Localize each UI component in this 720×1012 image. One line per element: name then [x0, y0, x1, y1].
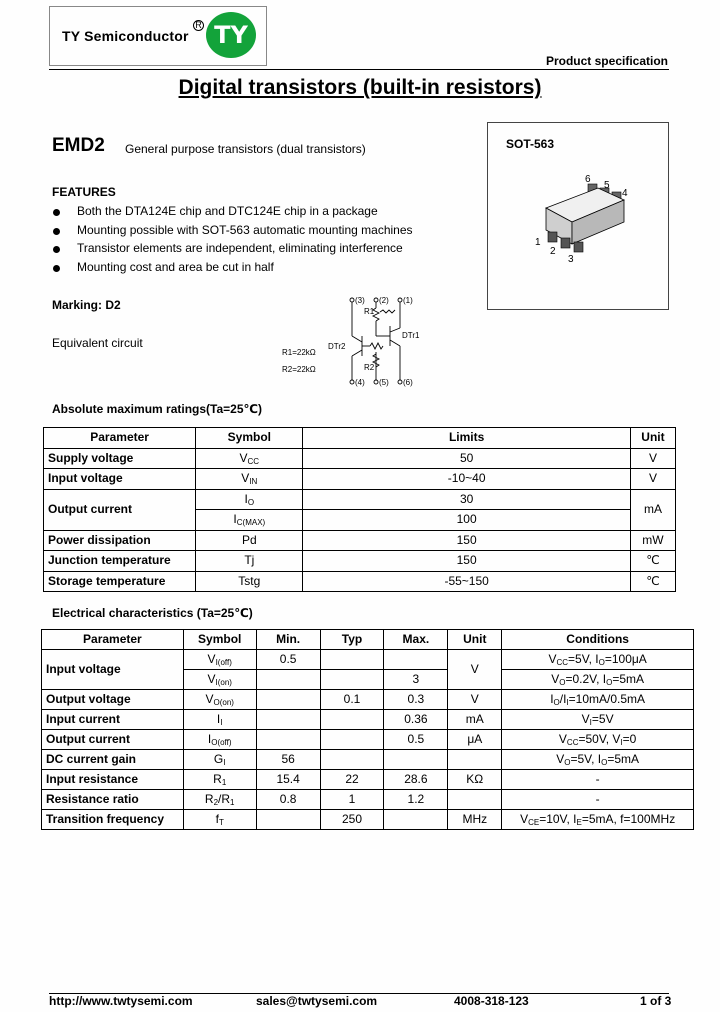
elec-char-heading: Electrical characteristics (Ta=25℃): [52, 606, 253, 620]
param-cell: Junction temperature: [44, 551, 196, 572]
max-cell: [384, 650, 448, 670]
registered-mark: R: [193, 20, 204, 31]
unit-cell: V: [448, 650, 502, 690]
equivalent-circuit-label: Equivalent circuit: [52, 336, 143, 350]
param-cell: Output current: [44, 489, 196, 530]
param-cell: Input resistance: [42, 770, 184, 790]
param-cell: Power dissipation: [44, 530, 196, 551]
condition-cell: $V_O=0.2V$, $I_O=5mA$: [502, 670, 694, 690]
max-cell: 28.6: [384, 770, 448, 790]
unit-cell: V: [630, 469, 675, 490]
feature-item: Mounting possible with SOT-563 automatic mounting machines: [52, 223, 413, 242]
unit-cell: [448, 750, 502, 770]
table-row: [42, 810, 694, 830]
param-cell: Output current: [42, 730, 184, 750]
param-cell: Output voltage: [42, 690, 184, 710]
unit-cell: ℃: [630, 571, 675, 592]
feature-item: Mounting cost and area be cut in half: [52, 260, 413, 279]
table-row: [44, 551, 676, 572]
col-header: Typ: [320, 630, 384, 650]
footer-page: 1 of 3: [640, 994, 672, 1008]
col-header: Conditions: [502, 630, 694, 650]
unit-cell: mA: [448, 710, 502, 730]
symbol-cell: $V_{IN}$: [196, 469, 303, 490]
elec-char-table: [41, 629, 694, 830]
circuit-pin-5: (5): [379, 378, 389, 387]
typ-cell: [320, 670, 384, 690]
col-header: Min.: [256, 630, 320, 650]
condition-cell: $V_O=5V$, $I_O=5mA$: [502, 750, 694, 770]
symbol-cell: $R_2/R_1$: [183, 790, 256, 810]
condition-cell: $V_I=5V$: [502, 710, 694, 730]
table-header-row: [44, 428, 676, 449]
typ-cell: 250: [320, 810, 384, 830]
company-name: TY Semiconductor: [62, 28, 189, 44]
circuit-pin-1: (1): [403, 296, 413, 305]
unit-cell: mW: [630, 530, 675, 551]
circuit-r1-label: R1: [364, 307, 375, 316]
max-cell: 3: [384, 670, 448, 690]
symbol-cell: $V_{I(off)}$: [183, 650, 256, 670]
circuit-pin-2: (2): [379, 296, 389, 305]
min-cell: [256, 710, 320, 730]
limit-cell: 150: [303, 530, 631, 551]
limit-cell: 150: [303, 551, 631, 572]
circuit-pin-3: (3): [355, 296, 365, 305]
circuit-pin-4: (4): [355, 378, 365, 387]
symbol-cell: $V_{CC}$: [196, 448, 303, 469]
limit-cell: 50: [303, 448, 631, 469]
min-cell: 56: [256, 750, 320, 770]
circuit-r1-value: R1=22kΩ: [282, 348, 316, 357]
unit-cell: V: [448, 690, 502, 710]
table-row: [42, 750, 694, 770]
unit-cell: KΩ: [448, 770, 502, 790]
pkg-pin-2: 2: [550, 246, 556, 257]
footer-phone: 4008-318-123: [454, 994, 529, 1008]
param-cell: Input voltage: [42, 650, 184, 690]
symbol-cell: $I_{C(MAX)}$: [196, 510, 303, 531]
symbol-cell: Pd: [196, 530, 303, 551]
condition-cell: $V_{CE}=10V$, $I_E=5mA$, f=100MHz: [502, 810, 694, 830]
symbol-cell: Tstg: [196, 571, 303, 592]
product-spec-label: Product specification: [545, 54, 668, 68]
typ-cell: [320, 650, 384, 670]
typ-cell: 22: [320, 770, 384, 790]
unit-cell: MHz: [448, 810, 502, 830]
circuit-dtr1: DTr1: [402, 331, 420, 340]
param-cell: Storage temperature: [44, 571, 196, 592]
symbol-cell: $G_I$: [183, 750, 256, 770]
table-row: [42, 710, 694, 730]
param-cell: Resistance ratio: [42, 790, 184, 810]
circuit-r2-value: R2=22kΩ: [282, 365, 316, 374]
circuit-r2-label: R2: [364, 363, 375, 372]
param-cell: Input voltage: [44, 469, 196, 490]
condition-cell: -: [502, 790, 694, 810]
feature-item: Transistor elements are independent, eliminating interference: [52, 241, 413, 260]
pkg-pin-4: 4: [622, 188, 628, 199]
typ-cell: 0.1: [320, 690, 384, 710]
max-cell: [384, 750, 448, 770]
limit-cell: -10~40: [303, 469, 631, 490]
package-drawing: [528, 170, 638, 270]
table-row: [42, 770, 694, 790]
header-rule: [49, 69, 669, 70]
table-row: [44, 448, 676, 469]
max-cell: 1.2: [384, 790, 448, 810]
circuit-pin-6: (6): [403, 378, 413, 387]
features-heading: FEATURES: [52, 185, 116, 199]
document-title: Digital transistors (built-in resistors): [178, 76, 542, 99]
abs-max-table: [43, 427, 676, 592]
symbol-cell: Tj: [196, 551, 303, 572]
col-header: Limits: [303, 428, 631, 449]
max-cell: 0.5: [384, 730, 448, 750]
min-cell: 0.5: [256, 650, 320, 670]
table-row: [42, 650, 694, 670]
table-row: [44, 469, 676, 490]
condition-cell: $V_{CC}=5V$, $I_O=100\mu A$: [502, 650, 694, 670]
param-cell: Input current: [42, 710, 184, 730]
symbol-cell: $f_T$: [183, 810, 256, 830]
footer-url[interactable]: http://www.twtysemi.com: [49, 994, 193, 1008]
table-row: [42, 790, 694, 810]
typ-cell: [320, 750, 384, 770]
min-cell: [256, 810, 320, 830]
min-cell: [256, 690, 320, 710]
circuit-dtr2: DTr2: [328, 342, 346, 351]
symbol-cell: $I_I$: [183, 710, 256, 730]
features-list: [52, 204, 413, 279]
unit-cell: mA: [630, 489, 675, 530]
ty-logo: TY: [206, 12, 256, 58]
condition-cell: $V_{CC}=50V$, $V_I=0$: [502, 730, 694, 750]
unit-cell: [448, 790, 502, 810]
limit-cell: 30: [303, 489, 631, 510]
condition-cell: $I_O/I_I=10mA/0.5mA$: [502, 690, 694, 710]
part-number: EMD2: [52, 135, 105, 156]
max-cell: [384, 810, 448, 830]
min-cell: [256, 730, 320, 750]
min-cell: 0.8: [256, 790, 320, 810]
symbol-cell: $I_{O(off)}$: [183, 730, 256, 750]
table-row: [42, 690, 694, 710]
col-header: Parameter: [42, 630, 184, 650]
table-header-row: [42, 630, 694, 650]
pkg-pin-6: 6: [585, 174, 591, 185]
param-cell: Transition frequency: [42, 810, 184, 830]
limit-cell: 100: [303, 510, 631, 531]
typ-cell: [320, 710, 384, 730]
unit-cell: μA: [448, 730, 502, 750]
marking-label: Marking: D2: [52, 298, 121, 312]
limit-cell: -55~150: [303, 571, 631, 592]
feature-item: Both the DTA124E chip and DTC124E chip in a package: [52, 204, 413, 223]
unit-cell: V: [630, 448, 675, 469]
col-header: Symbol: [183, 630, 256, 650]
unit-cell: ℃: [630, 551, 675, 572]
max-cell: 0.3: [384, 690, 448, 710]
min-cell: [256, 670, 320, 690]
typ-cell: [320, 730, 384, 750]
part-description: General purpose transistors (dual transistors): [125, 142, 366, 156]
param-cell: Supply voltage: [44, 448, 196, 469]
col-header: Unit: [448, 630, 502, 650]
symbol-cell: $V_{O(on)}$: [183, 690, 256, 710]
pkg-pin-3: 3: [568, 254, 574, 265]
condition-cell: -: [502, 770, 694, 790]
col-header: Unit: [630, 428, 675, 449]
table-row: [44, 489, 676, 510]
col-header: Symbol: [196, 428, 303, 449]
footer-email[interactable]: sales@twtysemi.com: [256, 994, 378, 1008]
max-cell: 0.36: [384, 710, 448, 730]
symbol-cell: $V_{I(on)}$: [183, 670, 256, 690]
col-header: Parameter: [44, 428, 196, 449]
table-row: [44, 530, 676, 551]
col-header: Max.: [384, 630, 448, 650]
equivalent-circuit-diagram: [280, 292, 430, 392]
symbol-cell: $R_1$: [183, 770, 256, 790]
typ-cell: 1: [320, 790, 384, 810]
package-name: SOT-563: [506, 137, 555, 151]
table-row: [42, 730, 694, 750]
min-cell: 15.4: [256, 770, 320, 790]
table-row: [44, 571, 676, 592]
pkg-pin-5: 5: [604, 180, 610, 191]
abs-max-heading: Absolute maximum ratings(Ta=25℃): [52, 402, 263, 416]
symbol-cell: $I_O$: [196, 489, 303, 510]
pkg-pin-1: 1: [535, 237, 541, 248]
param-cell: DC current gain: [42, 750, 184, 770]
